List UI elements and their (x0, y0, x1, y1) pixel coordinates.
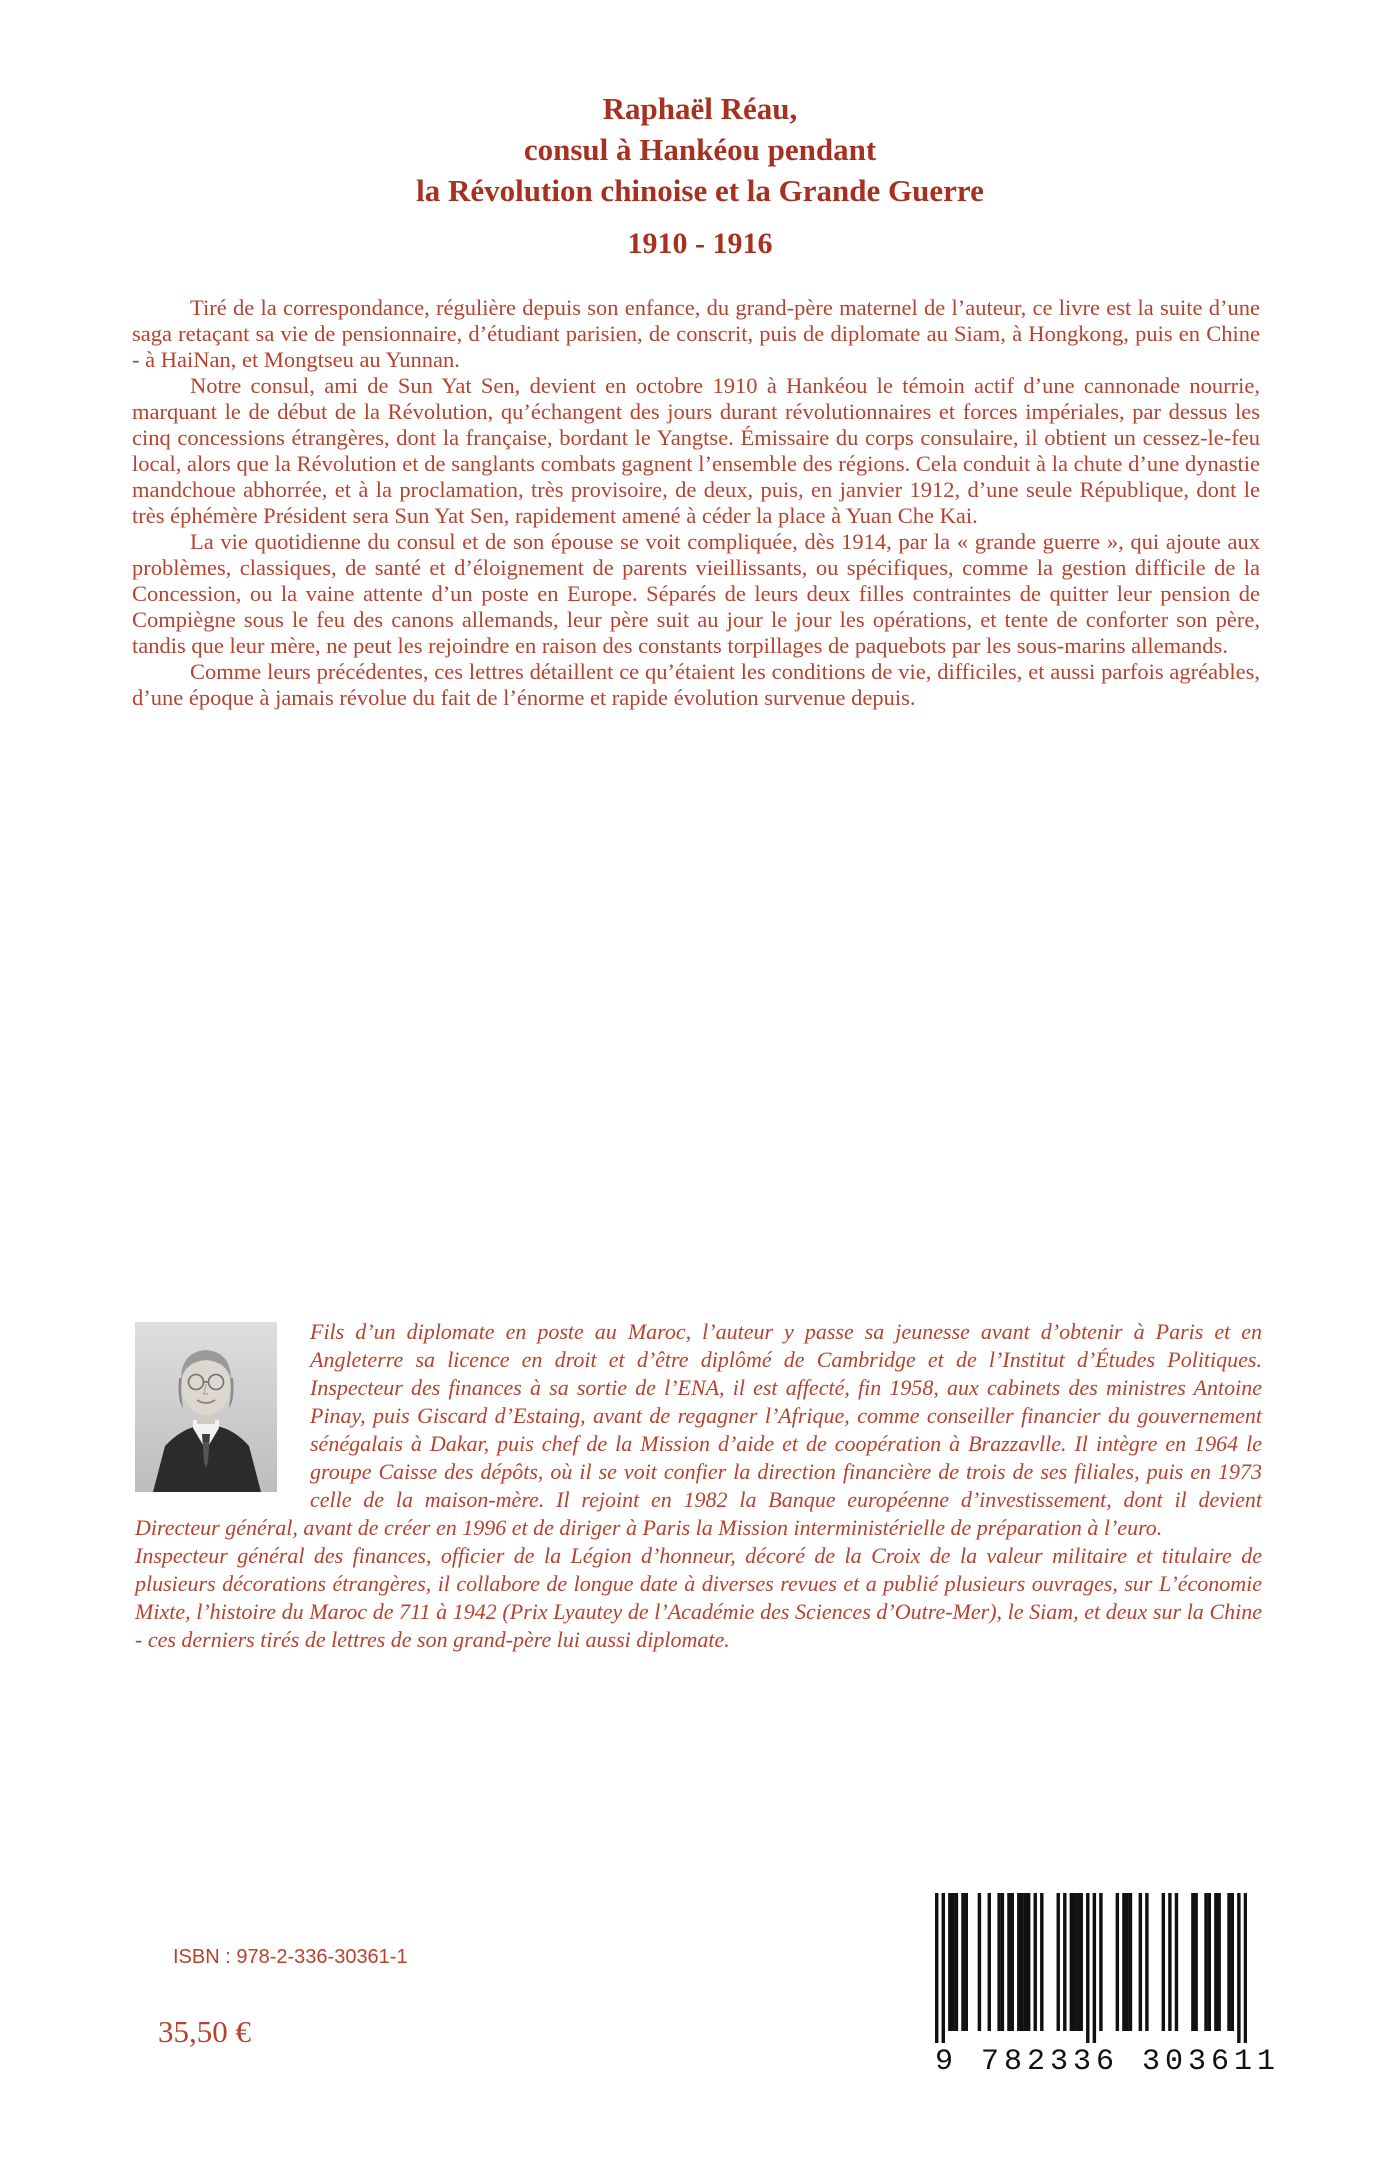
isbn-text: ISBN : 978-2-336-30361-1 (173, 1946, 408, 1968)
book-title-line: consul à Hankéou pendant (523, 132, 877, 167)
synopsis-paragraph: Tiré de la correspondance, régulière depuis son enfance, du grand-père maternel de l’auteur, ce livre est la suite d’une saga retaçant sa vie de pensionnaire, d’étudiant parisien, de conscrit, puis de diplomate au Siam, à Hongkong, puis en Chine - à HaiNan, et Mongtseu au Yunnan. (132, 295, 1260, 372)
synopsis-paragraph: Comme leurs précédentes, ces lettres détaillent ce qu’étaient les conditions de vie, difficiles, et aussi parfois agréables, d’une époque à jamais révolue du fait de l’énorme et rapide évolution survenue depuis. (132, 659, 1260, 710)
bio-paragraph: Inspecteur général des finances, officier de la Légion d’honneur, décoré de la Croix de la valeur militaire et titulaire de plusieurs décorations étrangères, il collabore de longue date à diverses revues et a publié plusieurs ouvrages, sur L’économie Mixte, l’histoire du Maroc de 711 à 1942 (Prix Lyautey de l’Académie des Sciences d’Outre-Mer), le Siam, et deux sur la Chine - ces derniers tirés de lettres de son grand-père lui aussi diplomate. (135, 1543, 1262, 1652)
author-portrait-image (135, 1322, 277, 1492)
synopsis-paragraph: Notre consul, ami de Sun Yat Sen, devient en octobre 1910 à Hankéou le témoin actif d’une cannonade nourrie, marquant le de début de la Révolution, qu’échangent des jours durant révolutionnaires et forces impériales, par dessus les cinq concessions étrangères, dont la française, bordant le Yangtse. Émissaire du corps consulaire, il obtient un cessez-le-feu local, alors que la Révolution et de sanglants combats gagnent l’ensemble des régions. Cela conduit à la chute d’une dynastie mandchoue abhorrée, et à la proclamation, très provisoire, de deux, puis, en janvier 1912, d’une seule République, dont le très éphémère Président sera Sun Yat Sen, rapidement amené à céder la place à Yuan Che Kai. (132, 373, 1260, 528)
barcode (935, 1893, 1281, 2079)
book-title-line: la Révolution chinoise et la Grande Guerre (416, 173, 984, 208)
author-bio (135, 1318, 1262, 1654)
book-title-line: Raphaël Réau, (602, 91, 798, 126)
synopsis (132, 295, 1260, 711)
book-title-years: 1910 - 1916 (627, 227, 773, 260)
title-block (0, 0, 1400, 261)
price-text: 35,50 € (158, 2014, 251, 2049)
bio-paragraph: Fils d’un diplomate en poste au Maroc, l’auteur y passe sa jeunesse avant d’obtenir à Paris et en Angleterre sa licence en droit et d’être diplômé de Cambridge et de l’Institut d’Études Politiques. Inspecteur des finances à sa sortie de l’ENA, il est affecté, fin 1958, aux cabinets des ministres Antoine Pinay, puis Giscard d’Estaing, avant de regagner l’Afrique, comme conseiller financier du gouvernement sénégalais à Dakar, puis chef de la Mission d’aide et de coopération à Brazzavlle. Il intègre en 1964 le groupe Caisse des dépôts, où il se voit confier la direction financière de trois de ses filiales, puis en 1973 celle de la maison-mère. Il rejoint en 1982 la Banque européenne d’investissement, dont il devient Directeur général, avant de créer en 1996 et de diriger à Paris la Mission interministérielle de préparation à l’euro. (135, 1319, 1262, 1540)
author-photo (135, 1322, 277, 1492)
barcode-bars (935, 1893, 1247, 2043)
barcode-digits: 9 782336 303611 (935, 2045, 1281, 2079)
synopsis-paragraph: La vie quotidienne du consul et de son épouse se voit compliquée, dès 1914, par la « grande guerre », qui ajoute aux problèmes, classiques, de santé et d’éloignement de parents vieillissants, ou spécifiques, comme la gestion difficile de la Concession, ou la vaine attente d’un poste en Europe. Séparés de leurs deux filles contraintes de quitter leur pension de Compiègne sous le feu des canons allemands, leur père suit au jour le jour les opérations, et tente de conforter son père, tandis que leur mère, ne peut les rejoindre en raison des constants torpillages de paquebots par les sous-marins allemands. (132, 529, 1260, 658)
